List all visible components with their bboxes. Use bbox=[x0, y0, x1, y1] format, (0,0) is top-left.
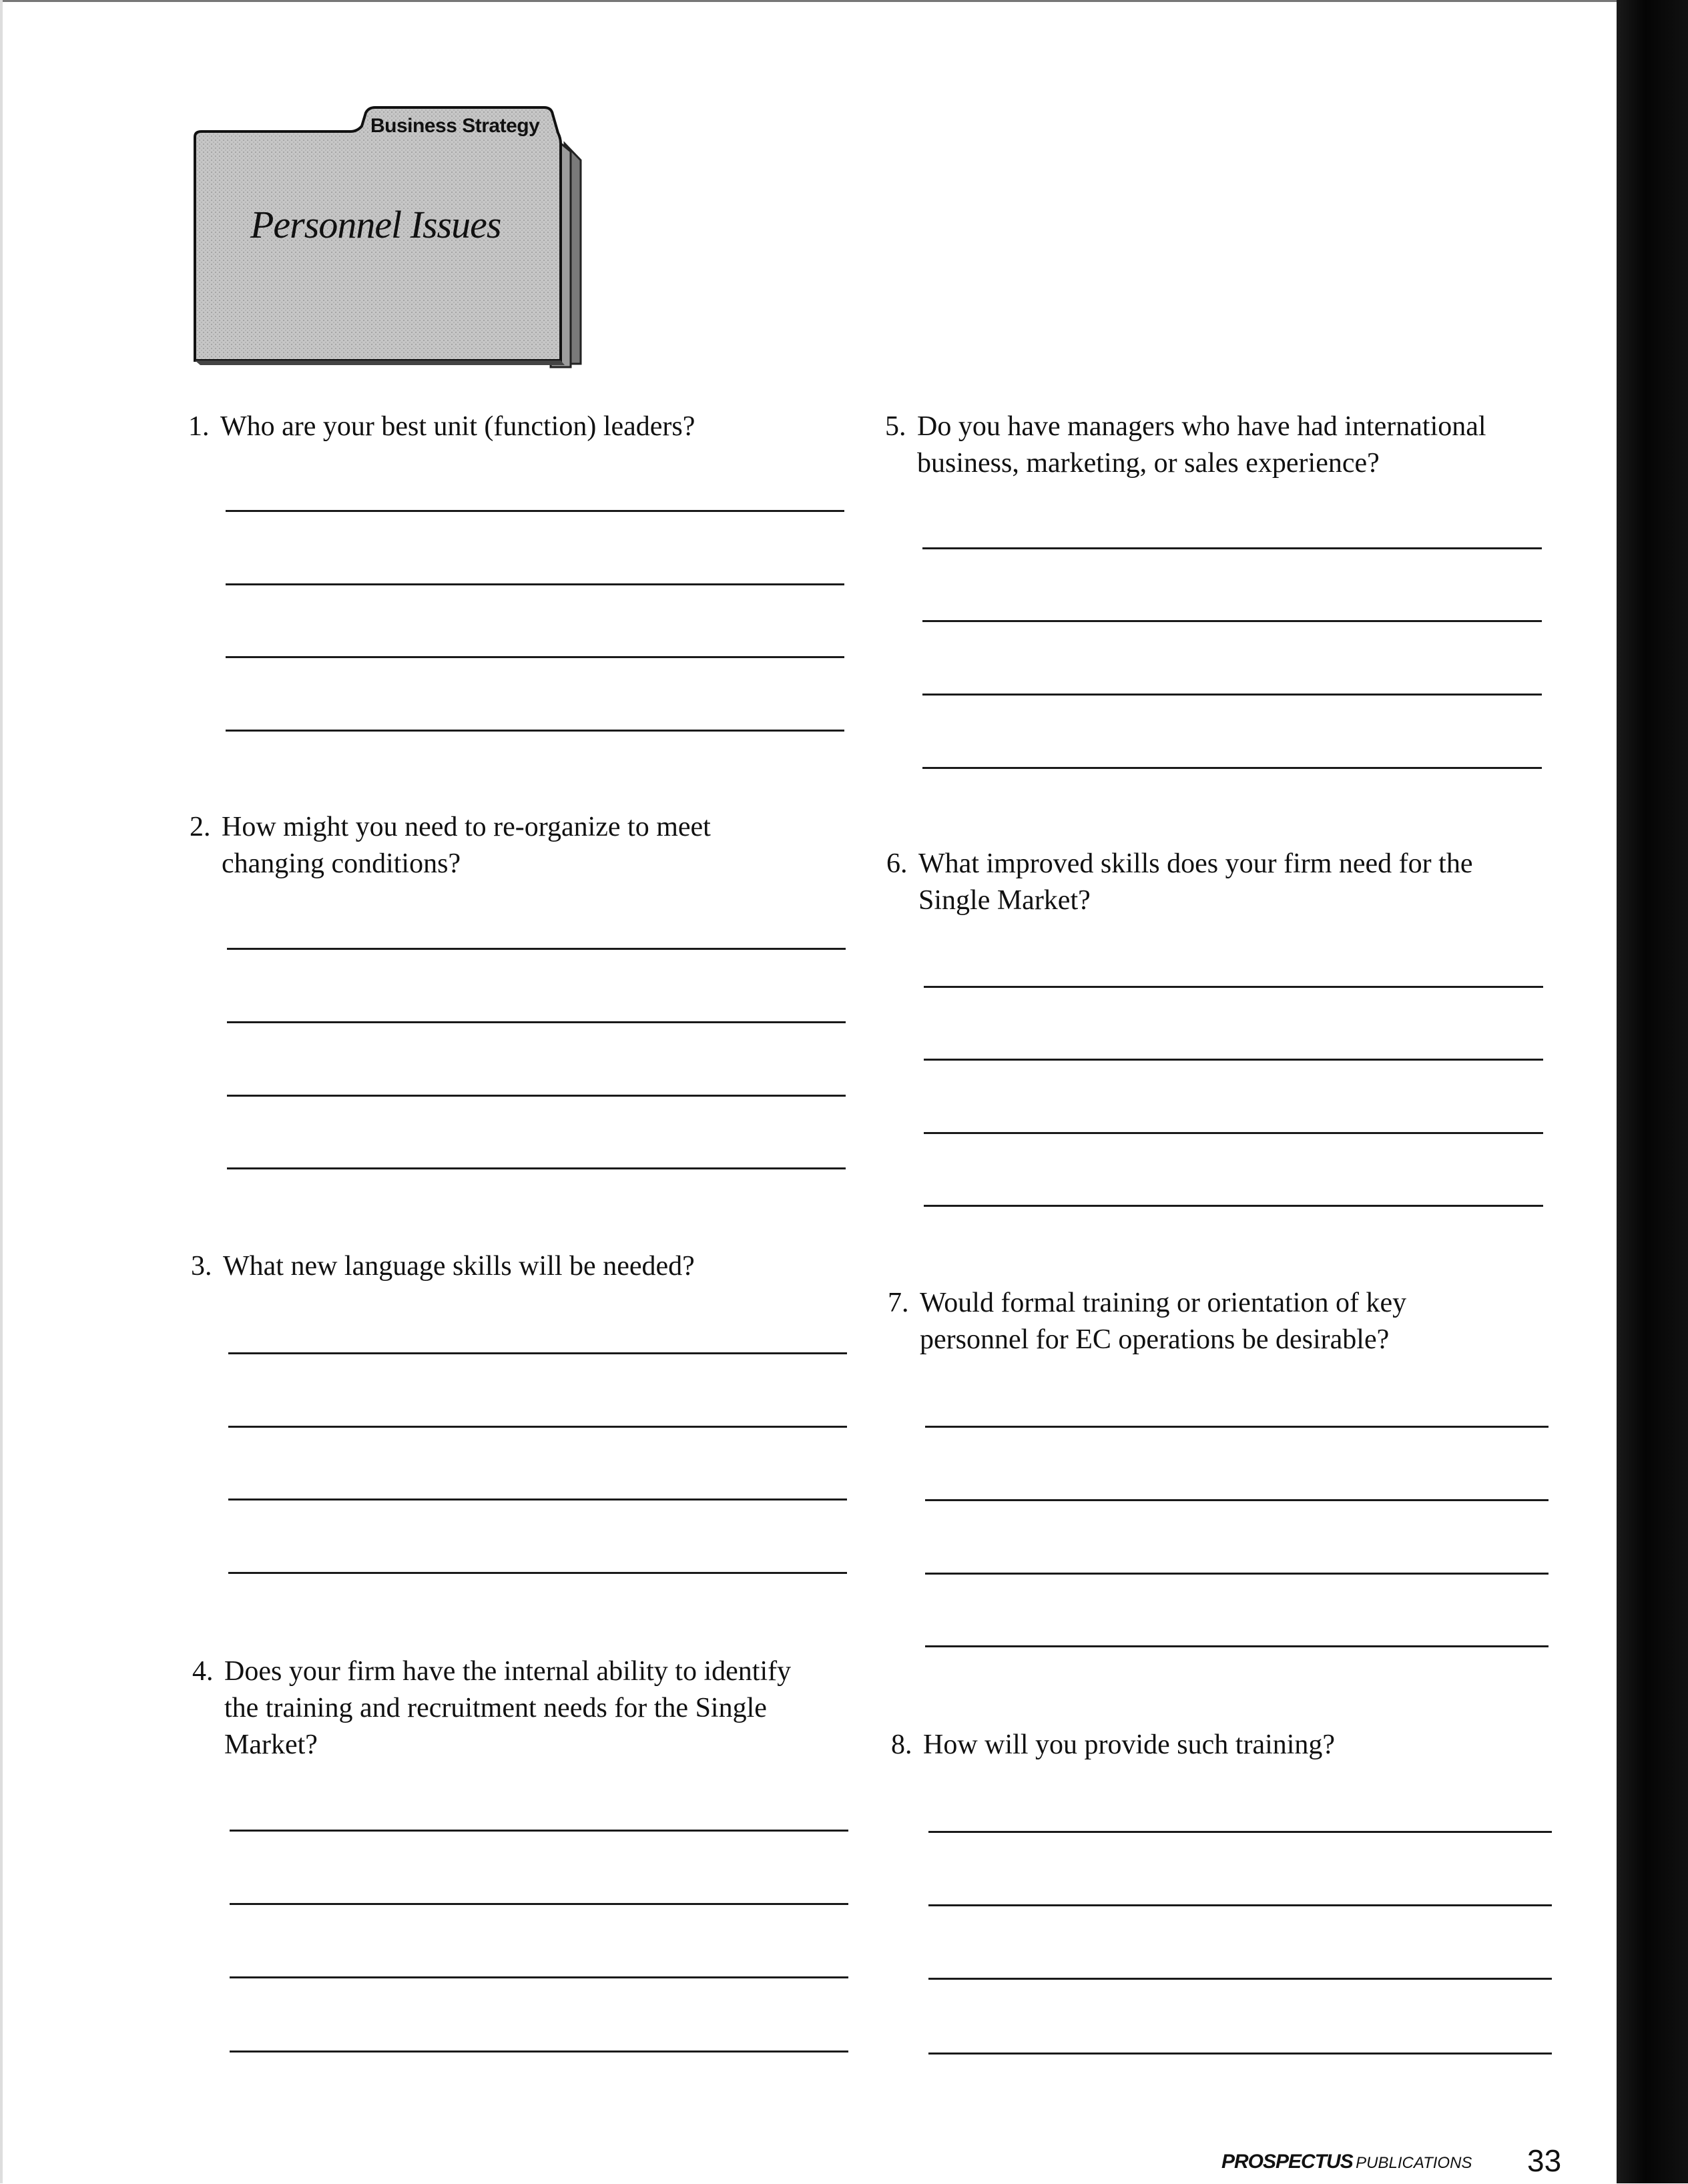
answer-line[interactable] bbox=[922, 620, 1542, 622]
question-text: How might you need to re-organize to meet bbox=[222, 812, 711, 842]
answer-line[interactable] bbox=[228, 1352, 847, 1354]
answer-line[interactable] bbox=[922, 767, 1542, 769]
question-text: Market? bbox=[224, 1729, 318, 1760]
publisher-name: PROSPECTUS bbox=[1221, 2151, 1353, 2173]
question-5 bbox=[885, 408, 1486, 482]
question-text: What new language skills will be needed? bbox=[223, 1251, 695, 1282]
publisher-logo bbox=[1221, 2151, 1472, 2184]
answer-line[interactable] bbox=[924, 1132, 1543, 1134]
publisher-suffix: PUBLICATIONS bbox=[1356, 2154, 1472, 2172]
answer-line[interactable] bbox=[925, 1645, 1549, 1647]
question-number: 8. bbox=[891, 1729, 912, 1760]
answer-line[interactable] bbox=[227, 948, 846, 950]
question-text: changing conditions? bbox=[222, 848, 461, 879]
answer-line[interactable] bbox=[922, 694, 1542, 696]
question-3 bbox=[191, 1248, 695, 1285]
page-title: Personnel Issues bbox=[250, 203, 501, 246]
question-text: Who are your best unit (function) leaders? bbox=[220, 411, 695, 442]
question-number: 5. bbox=[885, 411, 906, 442]
answer-line[interactable] bbox=[228, 1426, 847, 1428]
answer-line[interactable] bbox=[924, 1059, 1543, 1061]
question-number: 4. bbox=[192, 1656, 214, 1687]
question-text: Do you have managers who have had international bbox=[917, 411, 1486, 442]
answer-line[interactable] bbox=[925, 1426, 1549, 1428]
question-number: 7. bbox=[888, 1288, 909, 1318]
answer-line[interactable] bbox=[227, 1095, 846, 1097]
answer-line[interactable] bbox=[230, 1976, 848, 1978]
question-7 bbox=[888, 1285, 1406, 1358]
question-number: 6. bbox=[886, 848, 908, 879]
page-number: 33 bbox=[1527, 2143, 1562, 2178]
answer-line[interactable] bbox=[228, 1572, 847, 1574]
answer-line[interactable] bbox=[922, 547, 1542, 549]
question-1 bbox=[188, 408, 695, 445]
question-number: 1. bbox=[188, 411, 210, 442]
question-text: How will you provide such training? bbox=[923, 1729, 1336, 1760]
answer-line[interactable] bbox=[928, 1831, 1552, 1833]
scan-top-rule bbox=[0, 0, 1617, 2]
scan-left-edge bbox=[0, 0, 3, 2183]
answer-line[interactable] bbox=[925, 1573, 1549, 1575]
question-4 bbox=[192, 1653, 791, 1763]
answer-line[interactable] bbox=[226, 510, 844, 512]
answer-line[interactable] bbox=[230, 1903, 848, 1905]
answer-line[interactable] bbox=[928, 1904, 1552, 1906]
question-text: personnel for EC operations be desirable? bbox=[920, 1324, 1390, 1355]
question-6 bbox=[886, 846, 1472, 919]
answer-line[interactable] bbox=[924, 1205, 1543, 1207]
question-text: Does your firm have the internal ability to identify bbox=[224, 1656, 792, 1687]
question-text: Single Market? bbox=[918, 885, 1091, 916]
answer-line[interactable] bbox=[230, 2051, 848, 2053]
question-text: the training and recruitment needs for the Single bbox=[224, 1693, 767, 1723]
answer-line[interactable] bbox=[925, 1499, 1549, 1501]
question-2 bbox=[190, 809, 711, 882]
question-number: 3. bbox=[191, 1251, 212, 1282]
answer-line[interactable] bbox=[228, 1498, 847, 1500]
scan-dark-edge bbox=[1617, 0, 1688, 2183]
answer-line[interactable] bbox=[226, 656, 844, 658]
answer-line[interactable] bbox=[226, 730, 844, 732]
question-number: 2. bbox=[190, 812, 211, 842]
answer-line[interactable] bbox=[928, 1978, 1552, 1980]
answer-line[interactable] bbox=[227, 1021, 846, 1023]
question-text: Would formal training or orientation of key bbox=[920, 1288, 1407, 1318]
answer-line[interactable] bbox=[924, 986, 1543, 988]
answer-line[interactable] bbox=[226, 583, 844, 585]
folder-tab-label: Business Strategy bbox=[370, 115, 540, 137]
answer-line[interactable] bbox=[928, 2053, 1552, 2055]
answer-line[interactable] bbox=[230, 1830, 848, 1832]
question-8 bbox=[891, 1727, 1335, 1763]
answer-line[interactable] bbox=[227, 1167, 846, 1169]
question-text: What improved skills does your firm need for the bbox=[918, 848, 1473, 879]
question-text: business, marketing, or sales experience? bbox=[917, 448, 1380, 479]
folder-header bbox=[187, 103, 587, 370]
